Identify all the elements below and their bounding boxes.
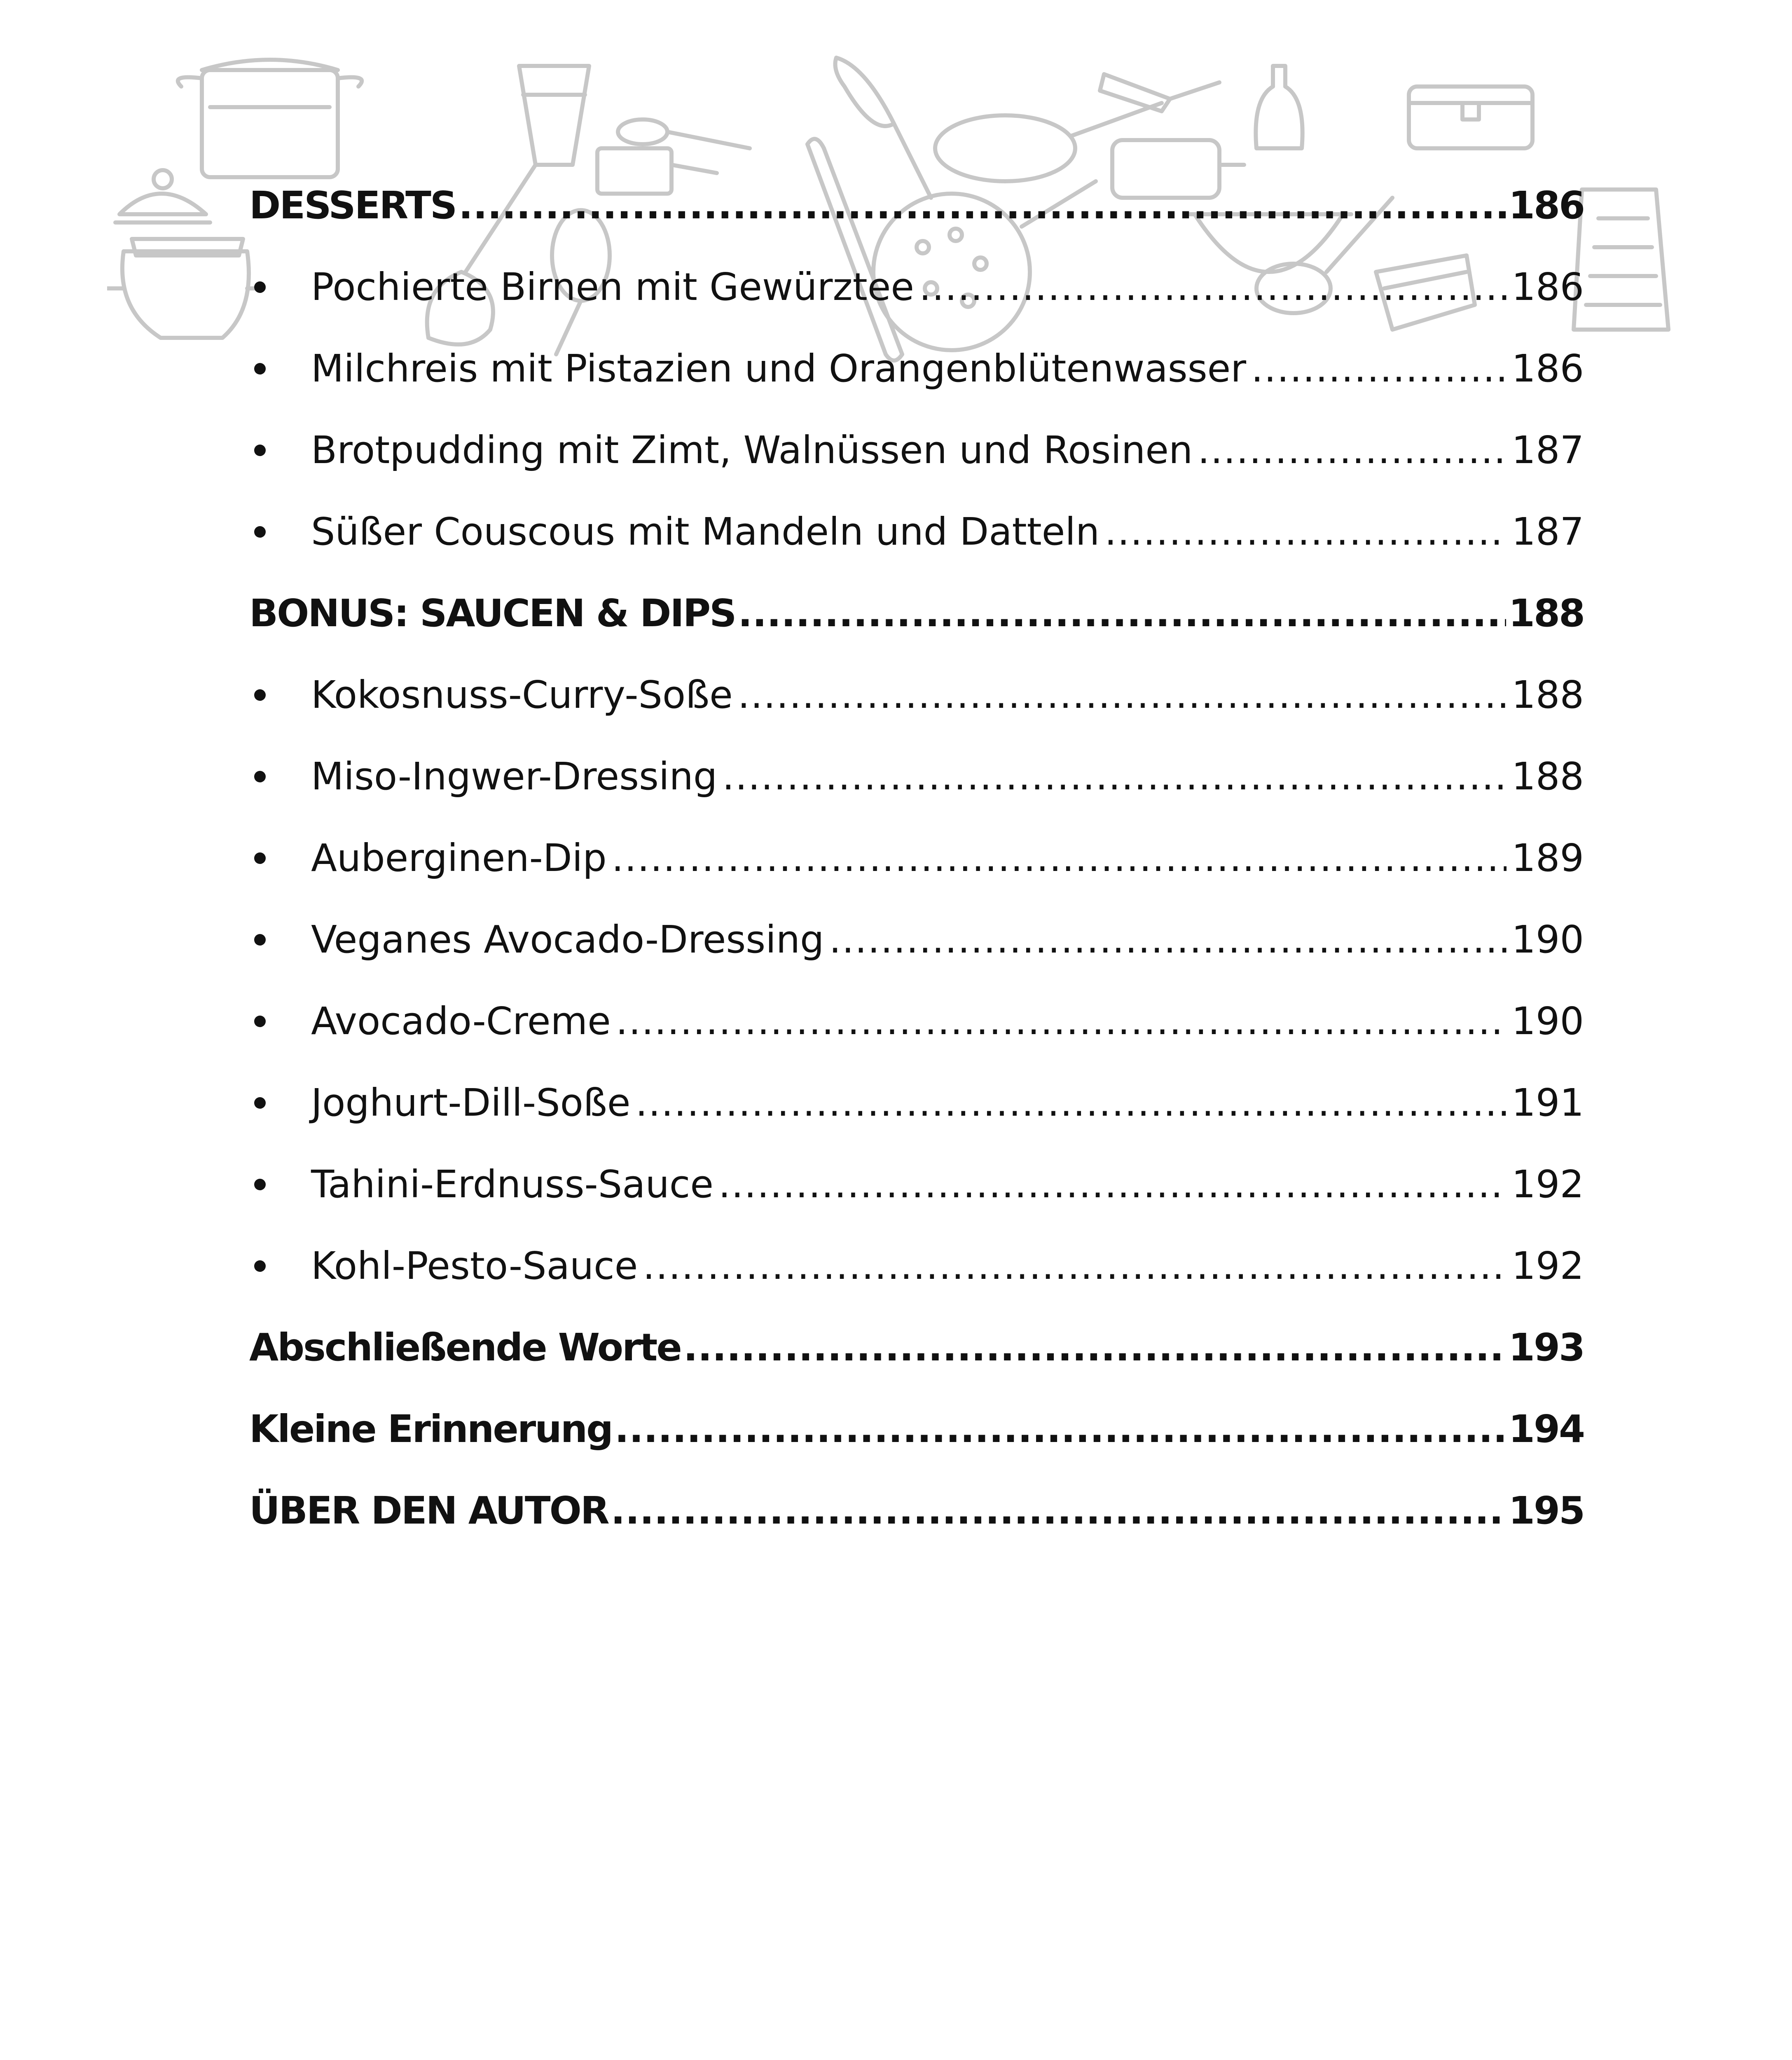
toc-page-number: 188 [1511, 673, 1584, 717]
bullet-icon [249, 1016, 311, 1027]
toc-page-number: 193 [1508, 1325, 1584, 1369]
toc-item-title: Miso-Ingwer-Dressing [311, 754, 718, 798]
toc-chapter-bonus[interactable] [249, 573, 1584, 654]
toc-leader-dots [919, 246, 1507, 328]
toc-item-title: Joghurt-Dill-Soße [311, 1081, 631, 1125]
cake-tin-icon [1409, 87, 1532, 148]
toc-leader-dots [616, 981, 1507, 1062]
toc-item[interactable] [249, 899, 1584, 981]
toc-page-number: 186 [1511, 346, 1584, 391]
toc-page-number: 192 [1511, 1244, 1584, 1288]
toc-leader-dots [1198, 410, 1507, 491]
toc-leader-dots [722, 736, 1507, 817]
toc-item[interactable] [249, 654, 1584, 736]
bullet-icon [249, 363, 311, 375]
toc-chapter-title: Abschließende Worte [249, 1325, 681, 1369]
toc-item[interactable] [249, 410, 1584, 491]
toc-leader-dots [615, 1388, 1506, 1470]
bullet-icon [249, 934, 311, 946]
toc-page-number: 192 [1511, 1162, 1584, 1206]
toc-page-number: 187 [1511, 510, 1584, 554]
pot-lid-icon [115, 170, 210, 222]
toc-page-number: 186 [1511, 265, 1584, 309]
toc-item-title: Brotpudding mit Zimt, Walnüssen und Rosinen [311, 428, 1193, 472]
bullet-icon [249, 1097, 311, 1109]
toc-page-number: 190 [1511, 918, 1584, 962]
toc-chapter-closing-words[interactable] [249, 1307, 1584, 1388]
toc-item[interactable] [249, 1144, 1584, 1225]
glass-icon [519, 66, 589, 165]
toc-item-title: Pochierte Birnen mit Gewürztee [311, 265, 914, 309]
jar-icon [107, 239, 264, 338]
toc-page-number: 186 [1508, 183, 1584, 227]
toc-leader-dots [611, 1470, 1506, 1552]
bullet-icon [249, 1260, 311, 1272]
toc-item[interactable] [249, 246, 1584, 328]
toc-chapter-about-author[interactable] [249, 1470, 1584, 1552]
toc-item[interactable] [249, 1225, 1584, 1307]
toc-leader-dots [643, 1225, 1507, 1307]
toc-chapter-desserts[interactable] [249, 165, 1584, 246]
toc-leader-dots [1104, 491, 1507, 573]
toc-leader-dots [718, 1144, 1507, 1225]
toc-page-number: 194 [1508, 1407, 1584, 1451]
toc-leader-dots [829, 899, 1507, 981]
toc-item-title: Kokosnuss-Curry-Soße [311, 673, 733, 717]
toc-page-number: 188 [1508, 591, 1584, 635]
toc-page-number: 189 [1511, 836, 1584, 880]
toc-item-title: Auberginen-Dip [311, 836, 607, 880]
box-grater-icon [1574, 190, 1668, 330]
toc-leader-dots [738, 573, 1506, 654]
toc-chapter-reminder[interactable] [249, 1388, 1584, 1470]
toc-item-title: Süßer Couscous mit Mandeln und Datteln [311, 510, 1100, 554]
toc-chapter-title: DESSERTS [249, 183, 456, 227]
toc-chapter-title: BONUS: SAUCEN & DIPS [249, 591, 736, 635]
bottle-icon [1256, 66, 1302, 148]
toc-leader-dots [612, 817, 1507, 899]
toc-page-number: 187 [1511, 428, 1584, 472]
toc-leader-dots [1251, 328, 1507, 410]
toc-item[interactable] [249, 817, 1584, 899]
bullet-icon [249, 526, 311, 538]
bullet-icon [249, 771, 311, 782]
toc-leader-dots [738, 654, 1507, 736]
toc-item[interactable] [249, 981, 1584, 1062]
toc-page-number: 195 [1508, 1489, 1584, 1533]
toc-page-number: 188 [1511, 754, 1584, 798]
toc-item[interactable] [249, 328, 1584, 410]
bullet-icon [249, 689, 311, 701]
toc-chapter-title: Kleine Erinnerung [249, 1407, 613, 1451]
toc-item-title: Milchreis mit Pistazien und Orangenblütenwasser [311, 346, 1247, 391]
bullet-icon [249, 445, 311, 456]
toc-leader-dots [459, 165, 1506, 246]
toc-item[interactable] [249, 491, 1584, 573]
toc-leader-dots [683, 1307, 1506, 1388]
toc-item-title: Tahini-Erdnuss-Sauce [311, 1162, 714, 1206]
table-of-contents [249, 165, 1584, 1552]
toc-item[interactable] [249, 736, 1584, 817]
toc-page-number: 190 [1511, 999, 1584, 1043]
bullet-icon [249, 1179, 311, 1190]
toc-leader-dots [636, 1062, 1507, 1144]
bullet-icon [249, 281, 311, 293]
toc-page-number: 191 [1511, 1081, 1584, 1125]
toc-chapter-title: ÜBER DEN AUTOR [249, 1489, 608, 1533]
cooking-pot-icon [178, 60, 362, 177]
toc-item[interactable] [249, 1062, 1584, 1144]
toc-item-title: Avocado-Creme [311, 999, 611, 1043]
bullet-icon [249, 852, 311, 864]
toc-item-title: Kohl-Pesto-Sauce [311, 1244, 638, 1288]
toc-item-title: Veganes Avocado-Dressing [311, 918, 824, 962]
